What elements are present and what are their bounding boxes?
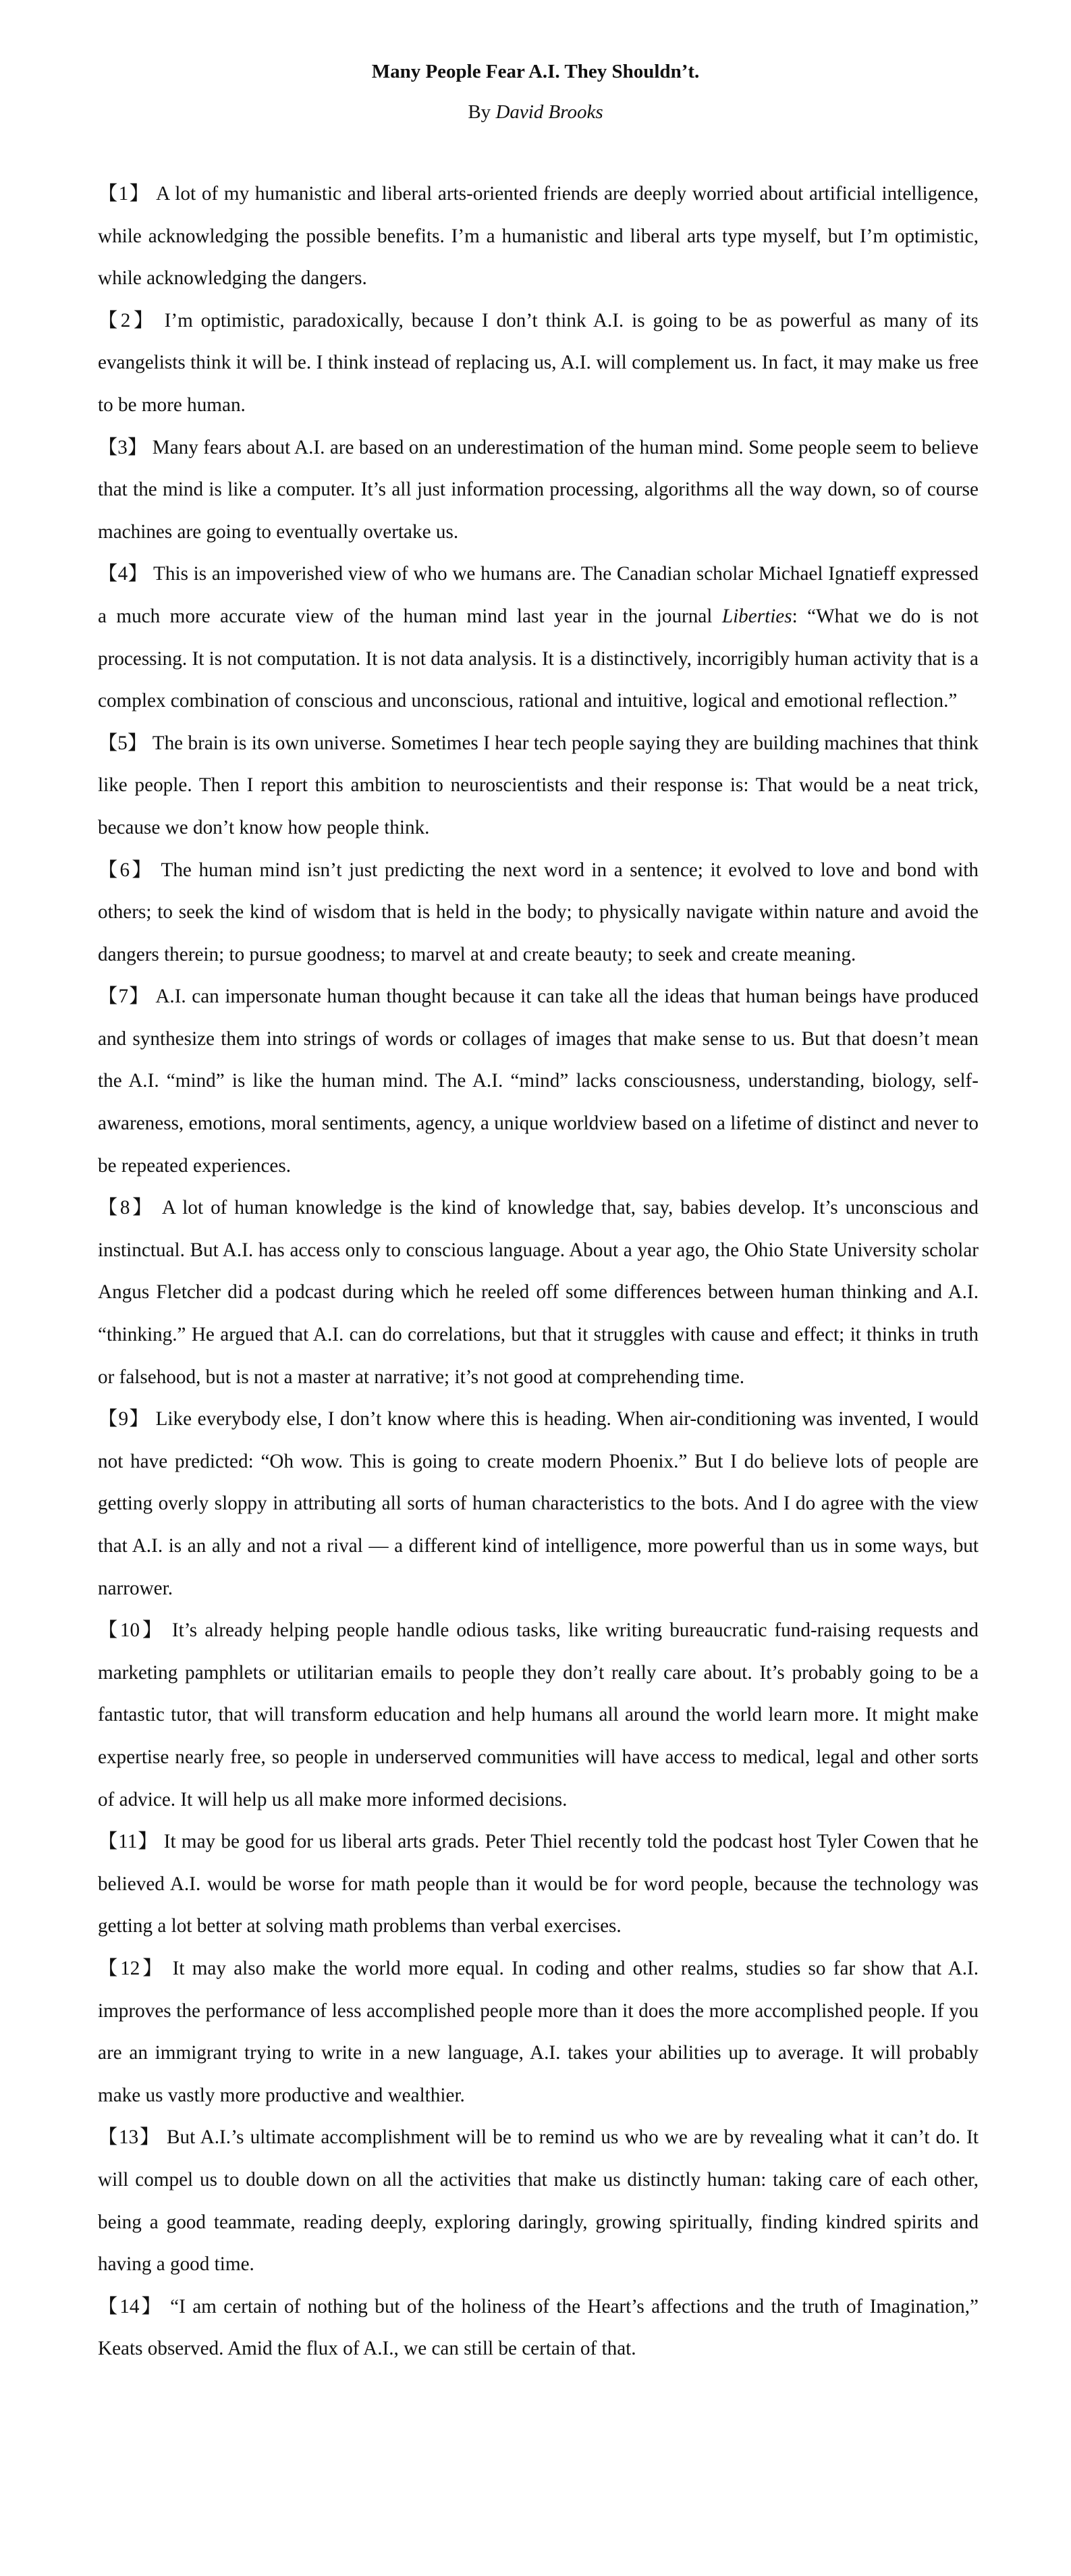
- paragraph-11: [98, 1821, 979, 1948]
- paragraph-10: [98, 1609, 979, 1821]
- paragraph-number: 【2】: [98, 309, 157, 331]
- paragraph-6: [98, 849, 979, 976]
- paragraph-text: A lot of my humanistic and liberal arts-oriented friends are deeply worried about artificial intelligence, while acknowledging the possible benefits. I’m a humanistic and liberal arts type myself, but I’m optimistic, while acknowledging the dangers.: [98, 183, 979, 290]
- paragraph-text: A lot of human knowledge is the kind of knowledge that, say, babies develop. It’s unconscious and instinctual. But A.I. has access only to conscious language. About a year ago, the Ohio State University scholar Angus Fletcher did a podcast during which he reeled off some differences between human thinking and A.I. “thinking.” He argued that A.I. can do correlations, but that it struggles with cause and effect; it thinks in truth or falsehood, but is not a master at narrative; it’s not good at comprehending time.: [98, 1197, 979, 1388]
- article-body: [98, 173, 979, 2370]
- paragraph-number: 【14】: [98, 2295, 163, 2317]
- paragraph-text: I’m optimistic, paradoxically, because I don’t think A.I. is going to be as powerful as many of its evangelists think it will be. I think instead of replacing us, A.I. will complement us. In fact, it may make us free to be more human.: [98, 309, 979, 416]
- paragraph-text: The brain is its own universe. Sometimes I hear tech people saying they are building machines that think like people. Then I report this ambition to neuroscientists and their response is: That would be a neat trick, because we don’t know how people think.: [98, 732, 979, 838]
- paragraph-number: 【9】: [98, 1408, 150, 1430]
- author-name: David Brooks: [495, 101, 603, 123]
- paragraph-number: 【7】: [98, 986, 150, 1008]
- paragraph-text-before: This is an impoverished view of who we humans are. The Canadian scholar Michael Ignatieff expressed a much more accurate view of the human mind last year in the journal: [98, 563, 979, 627]
- paragraph-5: [98, 722, 979, 849]
- paragraph-2: [98, 300, 979, 427]
- byline-prefix: By: [468, 101, 496, 123]
- paragraph-number: 【3】: [98, 436, 148, 458]
- paragraph-text-after: : “What we do is not processing. It is not computation. It is not data analysis. It is a distinctively, incorrigibly human activity that is a complex combination of conscious and unconscious, rational and intuitive, logical and emotional reflection.”: [98, 605, 979, 712]
- paragraph-number: 【11】: [98, 1831, 159, 1853]
- paragraph-12: [98, 1948, 979, 2116]
- paragraph-text: A.I. can impersonate human thought because it can take all the ideas that human beings have produced and synthesize them into strings of words or collages of images that make sense to us. But that doesn’t mean the A.I. “mind” is like the human mind. The A.I. “mind” lacks consciousness, understanding, biology, self-awareness, emotions, moral sentiments, agency, a unique worldview based on a lifetime of distinct and never to be repeated experiences.: [98, 986, 979, 1177]
- paragraph-number: 【10】: [98, 1619, 165, 1642]
- paragraph-9: [98, 1398, 979, 1609]
- paragraph-number: 【4】: [98, 563, 148, 585]
- paragraph-7: [98, 975, 979, 1187]
- paragraph-number: 【12】: [98, 1957, 165, 1979]
- paragraph-8: [98, 1187, 979, 1398]
- paragraph-number: 【5】: [98, 732, 148, 754]
- paragraph-4: [98, 553, 979, 722]
- paragraph-text: The human mind isn’t just predicting the next word in a sentence; it evolved to love and bond with others; to seek the kind of wisdom that is held in the body; to physically navigate within nature and avoid the dangers therein; to pursue goodness; to marvel at and create beauty; to seek and create meaning.: [98, 859, 979, 965]
- paragraph-3: [98, 427, 979, 554]
- article-byline: [0, 99, 1071, 126]
- paragraph-13: [98, 2116, 979, 2285]
- paragraph-text: It may be good for us liberal arts grads. Peter Thiel recently told the podcast host Tyler Cowen that he believed A.I. would be worse for math people than it would be for word people, because the technology was getting a lot better at solving math problems than verbal exercises.: [98, 1831, 979, 1937]
- paragraph-number: 【13】: [98, 2126, 161, 2149]
- paragraph-14: [98, 2286, 979, 2370]
- article-title: Many People Fear A.I. They Shouldn’t.: [371, 61, 700, 82]
- paragraph-number: 【1】: [98, 183, 150, 205]
- journal-name: Liberties: [721, 605, 792, 627]
- paragraph-text: But A.I.’s ultimate accomplishment will be to remind us who we are by revealing what it can’t do. It will compel us to double down on all the activities that make us distinctly human: taking care of each other, being a good teammate, reading deeply, exploring daringly, growing spiritually, finding kindred spirits and having a good time.: [98, 2126, 979, 2276]
- paragraph-text: Like everybody else, I don’t know where this is heading. When air-conditioning was invented, I would not have predicted: “Oh wow. This is going to create modern Phoenix.” But I do believe lots of people are getting overly sloppy in attributing all sorts of human characteristics to the bots. And I do agree with the view that A.I. is an ally and not a rival — a different kind of intelligence, more powerful than us in some ways, but narrower.: [98, 1408, 979, 1599]
- paragraph-text: It’s already helping people handle odious tasks, like writing bureaucratic fund-raising requests and marketing pamphlets or utilitarian emails to people they don’t really care about. It’s probably going to be a fantastic tutor, that will transform education and help humans all around the world learn more. It might make expertise nearly free, so people in underserved communities will have access to medical, legal and other sorts of advice. It will help us all make more informed decisions.: [98, 1619, 979, 1810]
- paragraph-text: “I am certain of nothing but of the holiness of the Heart’s affections and the truth of Imagination,” Keats observed. Amid the flux of A.I., we can still be certain of that.: [98, 2295, 979, 2360]
- paragraph-text: It may also make the world more equal. In coding and other realms, studies so far show that A.I. improves the performance of less accomplished people more than it does the more accomplished people. If you are an immigrant trying to write in a new language, A.I. takes your abilities up to average. It will probably make us vastly more productive and wealthier.: [98, 1957, 979, 2106]
- paragraph-number: 【8】: [98, 1197, 155, 1219]
- paragraph-1: [98, 173, 979, 300]
- paragraph-text: Many fears about A.I. are based on an underestimation of the human mind. Some people seem to believe that the mind is like a computer. It’s all just information processing, algorithms all the way down, so of course machines are going to eventually overtake us.: [98, 436, 979, 543]
- paragraph-number: 【6】: [98, 859, 154, 881]
